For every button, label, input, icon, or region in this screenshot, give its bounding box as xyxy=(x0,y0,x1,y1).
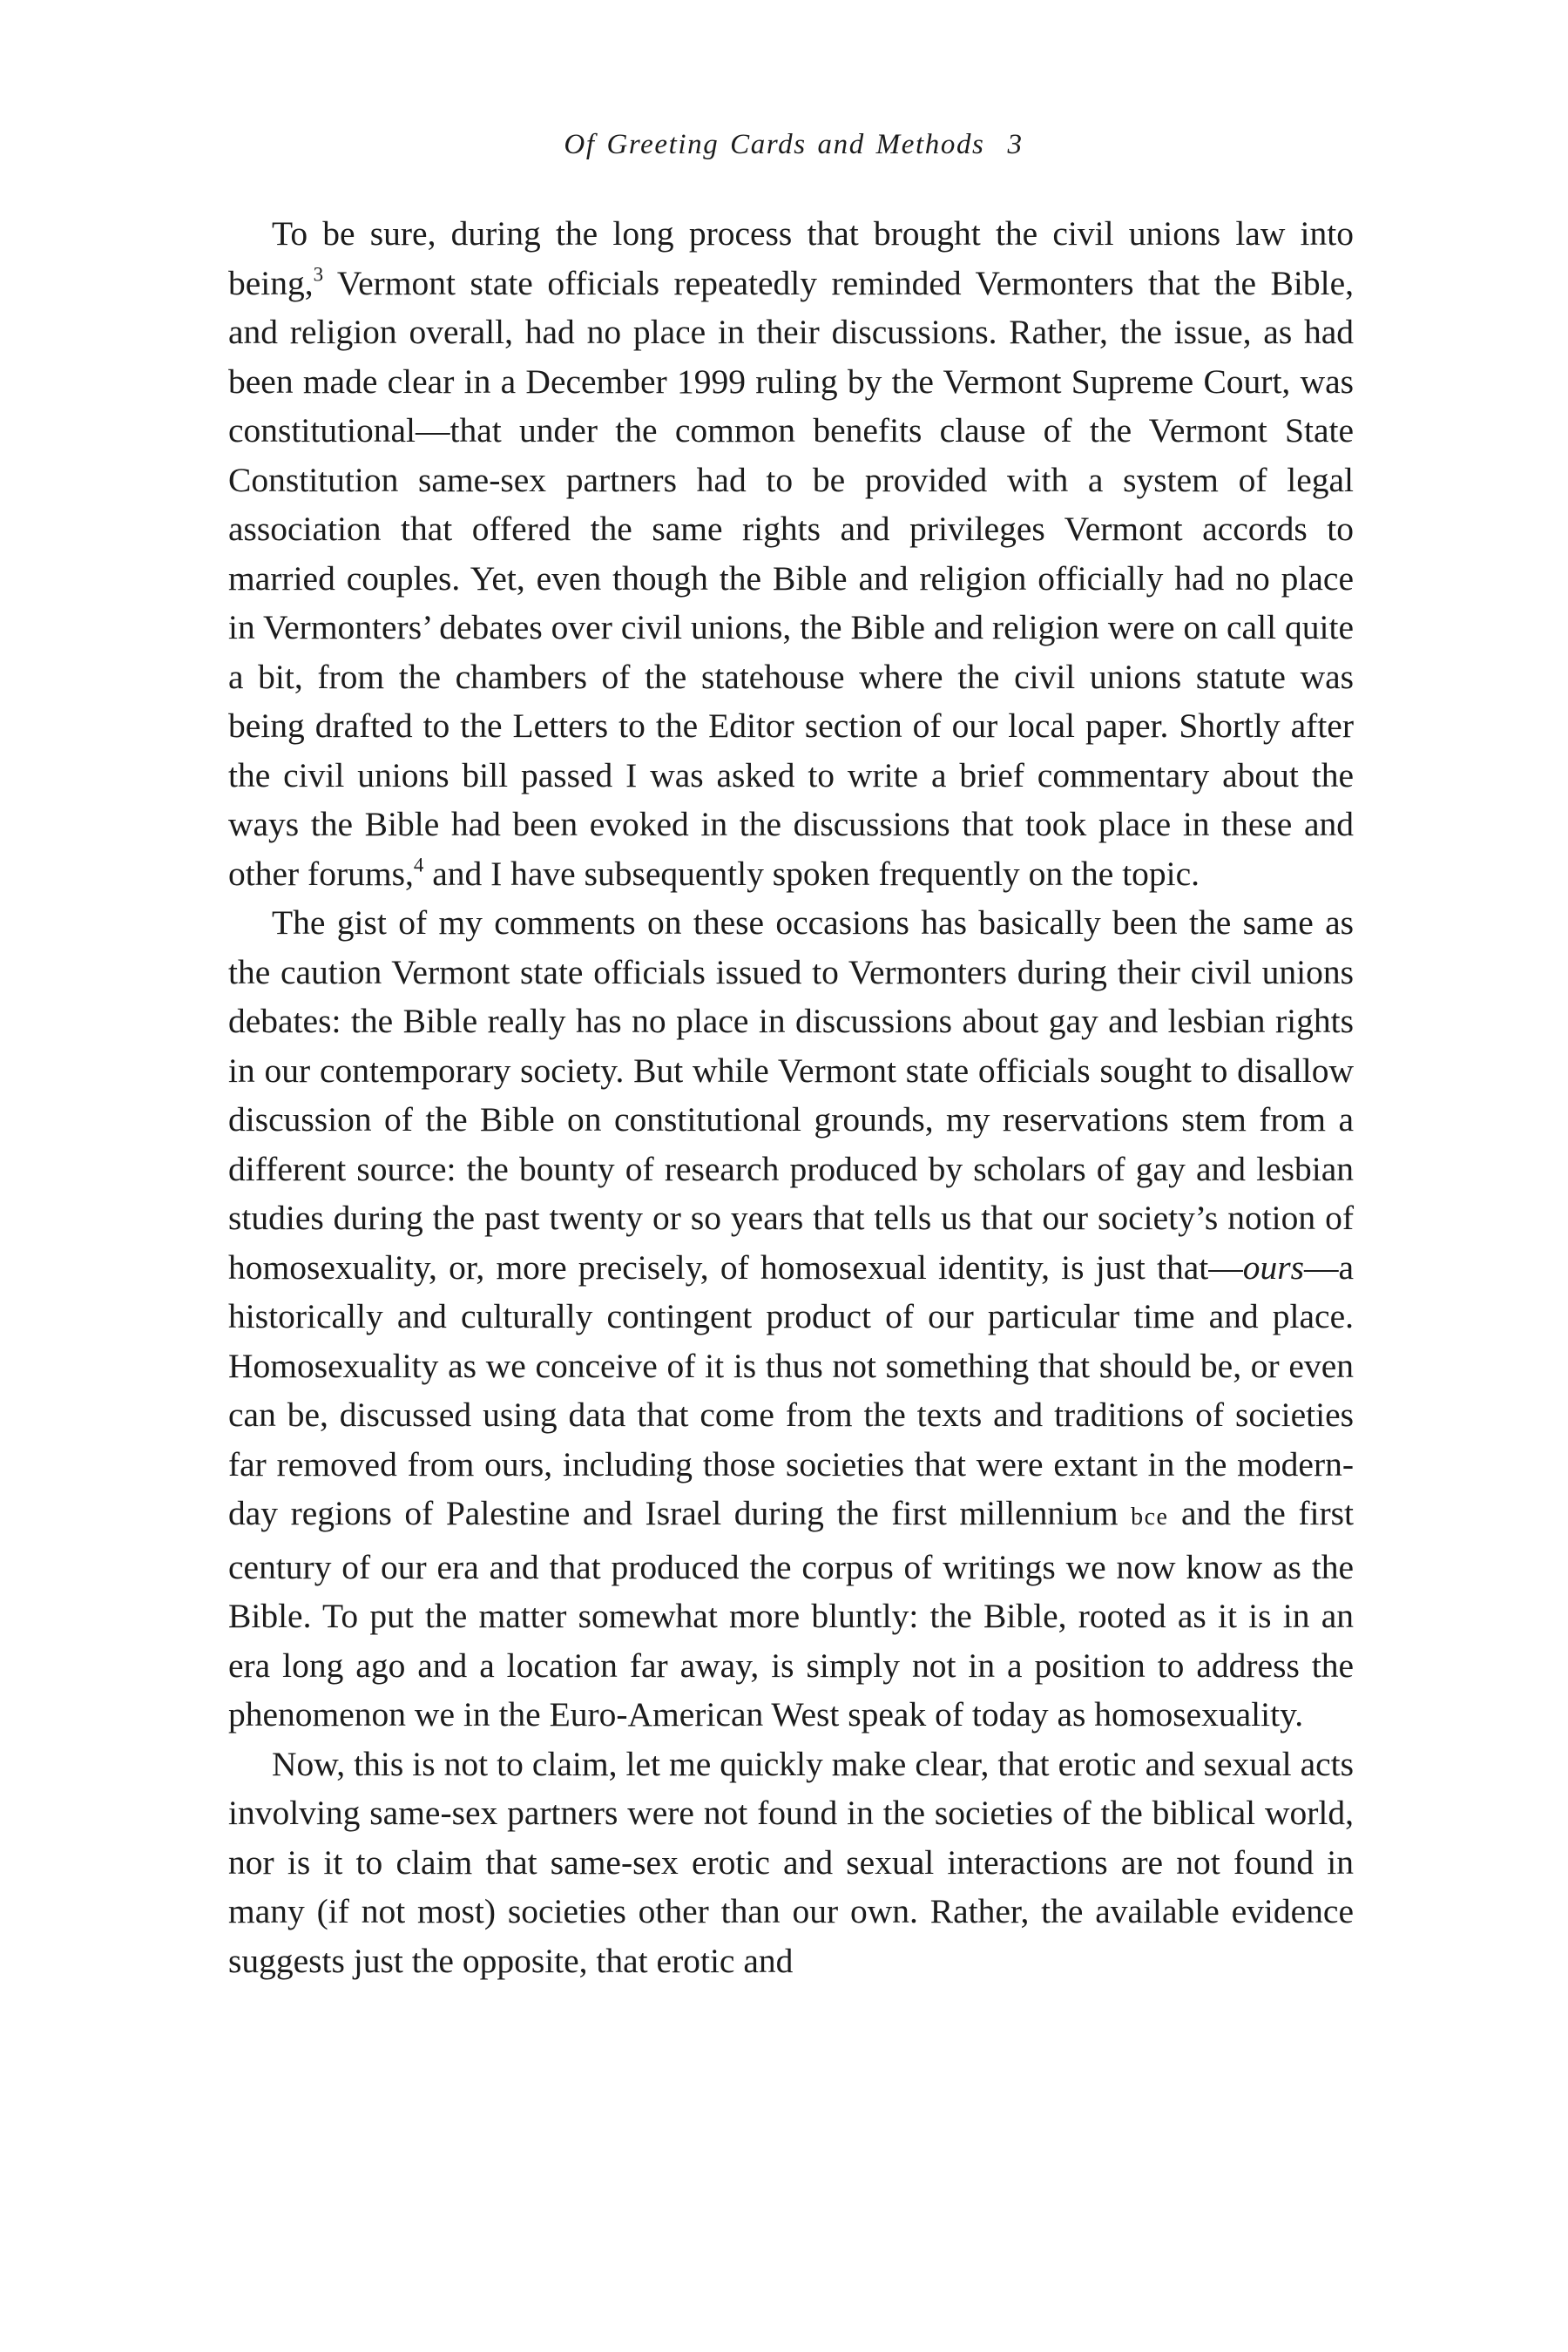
paragraph-1-text-b: Vermont state officials repeatedly reminded Vermonters that the Bible, and religion overall, had no place in their discussions. Rather, the issue, as had been made clear in a December 1999 ruling by the Vermont Supreme Court, was constitutional—that under the common benefits clause of the Vermont State Constitution same-sex partners had to be provided with a system of legal association that offered the same rights and privileges Vermont accords to married couples. Yet, even though the Bible and religion officially had no place in Vermonters’ debates over civil unions, the Bible and religion were on call quite a bit, from the chambers of the statehouse where the civil unions statute was being drafted to the Letters to the Editor section of our local paper. Shortly after the civil unions bill passed I was asked to write a brief commentary about the ways the Bible had been evoked in the discussions that took place in these and other forums, xyxy=(228,263,1354,893)
footnote-ref-3[interactable]: 3 xyxy=(313,262,324,285)
paragraph-2-text-a: The gist of my comments on these occasions has basically been the same as the caution Vermont state officials issued to Vermonters during their civil unions debates: the Bible really has no place in discussions about gay and lesbian rights in our contemporary society. But while Vermont state officials sought to disallow discussion of the Bible on constitutional grounds, my reservations stem from a different source: the bounty of research produced by scholars of gay and lesbian studies during the past twenty or so years that tells us that our society’s notion of homosexuality, or, more precisely, of homosexual identity, is just that— xyxy=(228,903,1354,1287)
paragraph-2-text-c: and the first century of our era and that produced the corpus of writings we now know as the Bible. To put the matter somewhat more bluntly: the Bible, rooted as it is in an era long ago and a location far away, is simply not in a position to address the phenomenon we in the Euro-American West speak of today as homosexuality. xyxy=(228,1494,1355,1734)
chapter-title: Of Greeting Cards and Methods xyxy=(564,129,985,160)
paragraph-1 xyxy=(228,209,1354,898)
paragraph-2 xyxy=(228,898,1354,1740)
running-head xyxy=(235,131,1352,159)
paragraph-2-text-b: —a historically and culturally contingent product of our particular time and place. Homosexuality as we conceive of it is thus not something that should be, or even can be, discussed using data that come from the texts and traditions of societies far removed from ours, including those societies that were extant in the modern-day regions of Palestine and Israel during the first millennium xyxy=(228,1247,1354,1532)
paragraph-1-text-a: To be sure, during the long process that brought the civil unions law into being, xyxy=(228,214,1354,302)
page-number: 3 xyxy=(1007,129,1024,160)
era-abbreviation: bce xyxy=(1131,1504,1169,1531)
paragraph-3 xyxy=(228,1740,1354,1986)
paragraph-3-text: Now, this is not to claim, let me quickly make clear, that erotic and sexual acts involving same-sex partners were not found in the societies of the biblical world, nor is it to claim that same-sex erotic and sexual interactions are not found in many (if not most) societies other than our own. Rather, the available evidence suggests just the opposite, that erotic and xyxy=(228,1744,1354,1980)
paragraph-1-text-c: and I have subsequently spoken frequently on the topic. xyxy=(423,854,1200,893)
body-text xyxy=(228,209,1354,1985)
emphasis-ours: ours xyxy=(1242,1247,1304,1287)
footnote-ref-4[interactable]: 4 xyxy=(413,853,424,875)
